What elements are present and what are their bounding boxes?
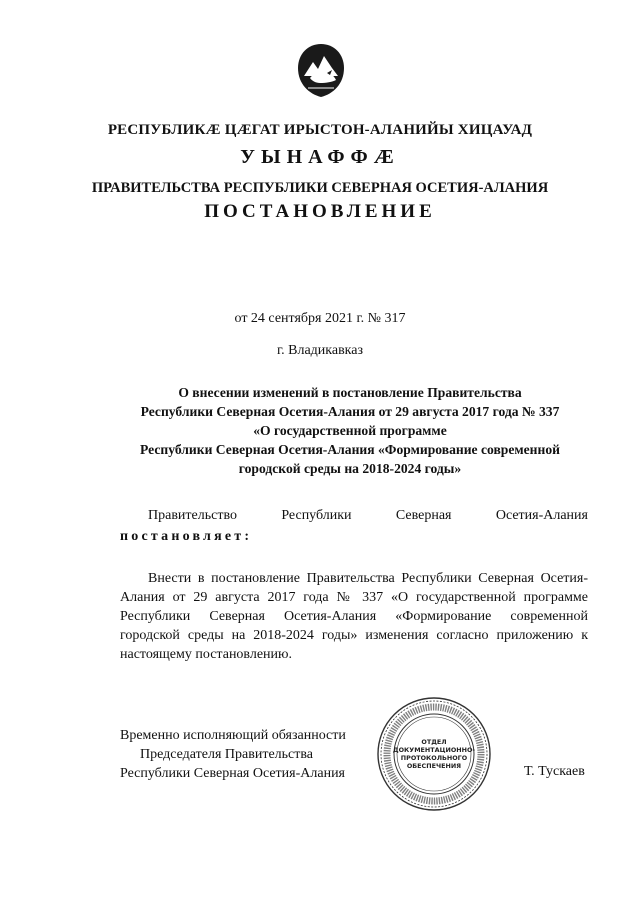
decree-verb: постановляет: — [120, 529, 253, 544]
official-seal-stamp — [376, 696, 492, 812]
body-line: городской среды на 2018-2024 годы» изменения согласно приложению к — [120, 628, 588, 643]
svg-text:ПРОТОКОЛЬНОГО: ПРОТОКОЛЬНОГО — [400, 754, 468, 762]
signatory-name: Т. Тускаев — [524, 764, 585, 779]
signatory-position — [120, 726, 346, 783]
header-ossetian-government: РЕСПУБЛИКӔ ЦӔГАТ ИРЫСТОН-АЛАНИЙЫ ХИЦАУАД — [107, 122, 533, 138]
preamble-line — [148, 508, 588, 524]
position-line: Временно исполняющий обязанности — [120, 728, 346, 743]
body-line: Республики Северная Осетия-Алания «Формирование современной — [120, 609, 588, 624]
header-document-type: ПОСТАНОВЛЕНИЕ — [204, 201, 436, 222]
title-line: городской среды на 2018-2024 годы» — [238, 461, 462, 476]
coat-of-arms-icon — [296, 42, 346, 98]
position-line: Председателя Правительства — [140, 747, 314, 762]
document-date-number: от 24 сентября 2021 г. № 317 — [234, 311, 406, 326]
document-city: г. Владикавказ — [276, 343, 364, 358]
svg-text:ОТДЕЛ: ОТДЕЛ — [421, 738, 447, 746]
position-line: Республики Северная Осетия-Алания — [120, 766, 345, 781]
svg-text:ДОКУМЕНТАЦИОННО-: ДОКУМЕНТАЦИОННО- — [392, 746, 476, 754]
body-line: Внести в постановление Правительства Республики Северная Осетия- — [148, 571, 588, 586]
header-government-name: ПРАВИТЕЛЬСТВА РЕСПУБЛИКИ СЕВЕРНАЯ ОСЕТИЯ-АЛАНИЯ — [91, 180, 549, 196]
preamble-word: Республики — [281, 508, 352, 523]
title-line: Республики Северная Осетия-Алания от 29 августа 2017 года № 337 — [140, 404, 560, 419]
preamble-word: Правительство — [148, 508, 237, 523]
seal-inner-text — [393, 738, 475, 770]
title-line: Республики Северная Осетия-Алания «Формирование современной — [140, 442, 560, 457]
preamble-word: Северная — [395, 508, 452, 523]
title-line: О внесении изменений в постановление Правительства — [178, 385, 522, 400]
decree-body — [120, 569, 588, 664]
header-ossetian-decree: УЫНАФФӔ — [240, 146, 400, 168]
svg-text:ОБЕСПЕЧЕНИЯ: ОБЕСПЕЧЕНИЯ — [406, 762, 462, 770]
body-line: Алания от 29 августа 2017 года № 337 «О государственной программе — [120, 590, 588, 605]
title-line: «О государственной программе — [253, 423, 447, 438]
document-title — [120, 383, 580, 478]
preamble-word: Осетия-Алания — [495, 508, 588, 523]
body-line: настоящему постановлению. — [120, 647, 292, 662]
